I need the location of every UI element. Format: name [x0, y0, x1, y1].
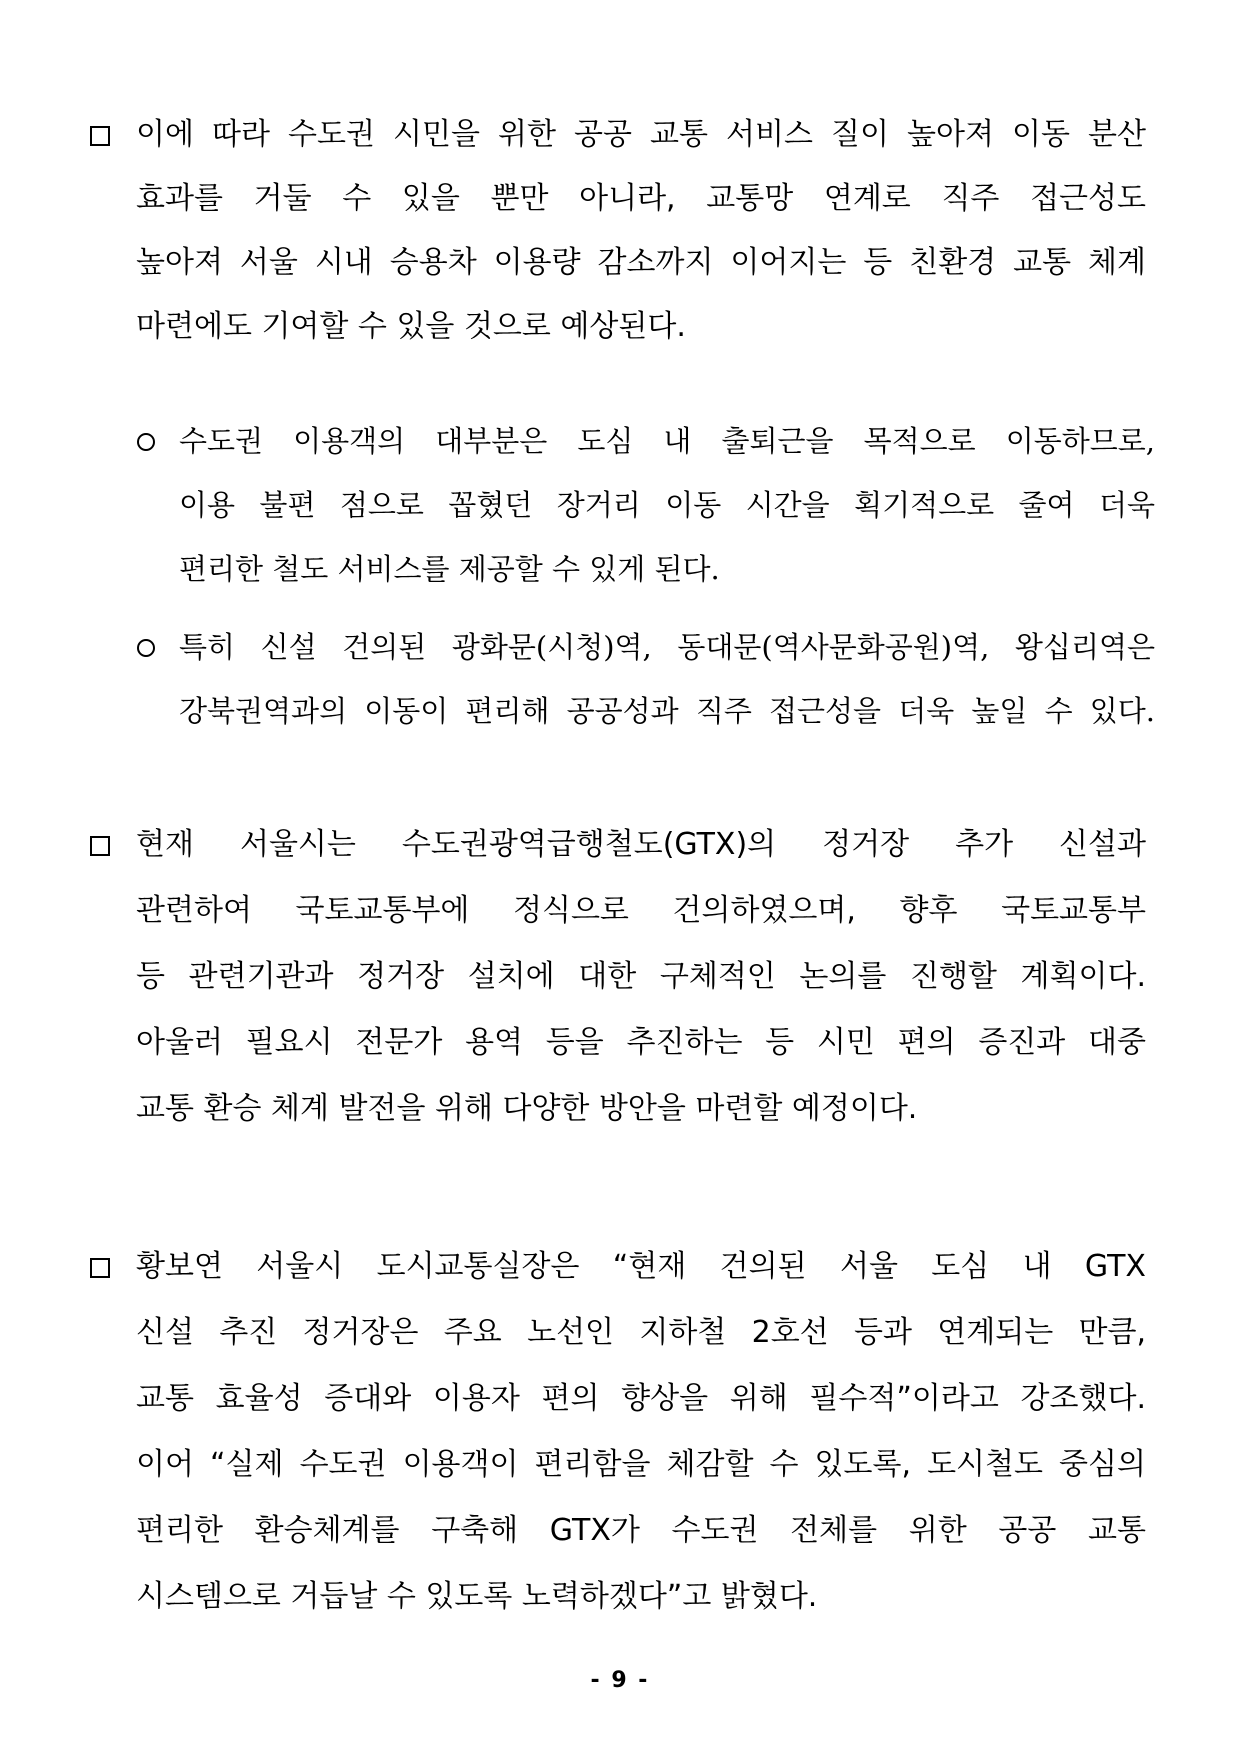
paragraph-line: 시스템으로 거듭날 수 있도록 노력하겠다”고 밝혔다. — [136, 1579, 818, 1614]
square-bullet-icon — [90, 126, 110, 146]
square-bullet-icon — [90, 1258, 110, 1278]
subitem-line: 수도권 이용객의 대부분은 도심 내 출퇴근을 목적으로 이동하므로, — [179, 424, 1155, 458]
paragraph-line: 신설 추진 정거장은 주요 노선인 지하철 2호선 등과 연계되는 만큼, — [136, 1315, 1146, 1350]
paragraph-line: 교통 환승 체계 발전을 위해 다양한 방안을 마련할 예정이다. — [136, 1091, 918, 1126]
paragraph-line: 높아져 서울 시내 승용차 이용량 감소까지 이어지는 등 친환경 교통 체계 — [136, 245, 1146, 280]
circle-bullet-icon — [137, 639, 155, 657]
page-number: - 9 - — [590, 1668, 650, 1693]
subitem-line: 강북권역과의 이동이 편리해 공공성과 직주 접근성을 더욱 높일 수 있다. — [179, 694, 1155, 728]
paragraph-line: 아울러 필요시 전문가 용역 등을 추진하는 등 시민 편의 증진과 대중 — [136, 1025, 1146, 1060]
paragraph-line: 마련에도 기여할 수 있을 것으로 예상된다. — [136, 309, 686, 344]
paragraph-line: 현재 서울시는 수도권광역급행철도(GTX)의 정거장 추가 신설과 — [136, 827, 1146, 862]
square-bullet-icon — [90, 836, 110, 856]
paragraph-line: 효과를 거둘 수 있을 뿐만 아니라, 교통망 연계로 직주 접근성도 — [136, 181, 1146, 216]
subitem-line: 특히 신설 건의된 광화문(시청)역, 동대문(역사문화공원)역, 왕십리역은 — [179, 630, 1155, 664]
subitem-line: 이용 불편 점으로 꼽혔던 장거리 이동 시간을 획기적으로 줄여 더욱 — [179, 488, 1155, 522]
circle-bullet-icon — [137, 433, 155, 451]
subitem-line: 편리한 철도 서비스를 제공할 수 있게 된다. — [179, 552, 720, 586]
paragraph-line: 교통 효율성 증대와 이용자 편의 향상을 위해 필수적”이라고 강조했다. — [136, 1381, 1146, 1416]
paragraph-line: 황보연 서울시 도시교통실장은 “현재 건의된 서울 도심 내 GTX — [136, 1249, 1146, 1284]
paragraph-line: 등 관련기관과 정거장 설치에 대한 구체적인 논의를 진행할 계획이다. — [136, 959, 1146, 994]
paragraph-line: 이에 따라 수도권 시민을 위한 공공 교통 서비스 질이 높아져 이동 분산 — [136, 117, 1146, 152]
paragraph-line: 이어 “실제 수도권 이용객이 편리함을 체감할 수 있도록, 도시철도 중심의 — [136, 1447, 1146, 1482]
paragraph-line: 편리한 환승체계를 구축해 GTX가 수도권 전체를 위한 공공 교통 — [136, 1513, 1146, 1548]
paragraph-line: 관련하여 국토교통부에 정식으로 건의하였으며, 향후 국토교통부 — [136, 893, 1146, 928]
